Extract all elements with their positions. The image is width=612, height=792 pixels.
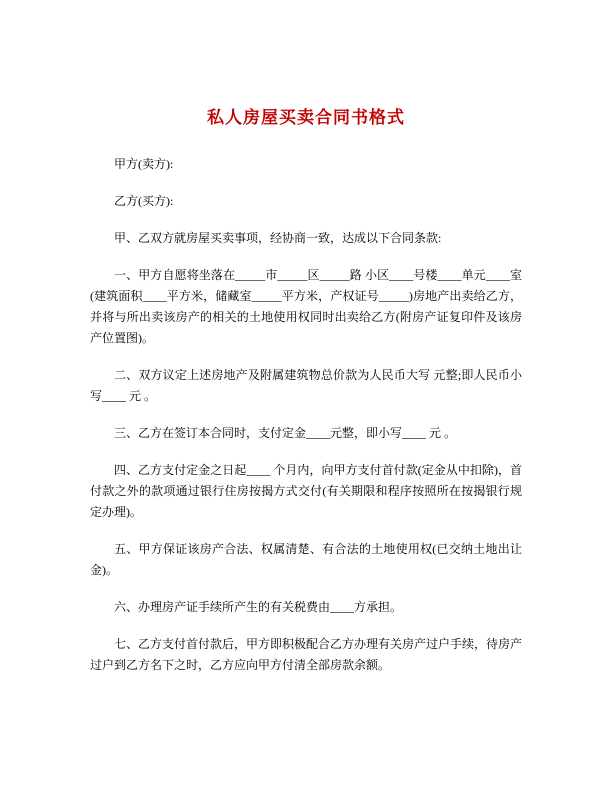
paragraph-clause-4: 四、乙方支付定金之日起____ 个月内，向甲方支付首付款(定金从中扣除)，首付款之外的款项通过银行住房按揭方式交付(有关期限和程序按照所在按揭银行规定办理)。 [90, 463, 522, 519]
paragraph-clause-5: 五、甲方保证该房产合法、权属清楚、有合法的土地使用权(已交纳土地出让金)。 [90, 542, 522, 577]
paragraph-clause-6: 六、办理房产证手续所产生的有关税费由____方承担。 [114, 600, 403, 614]
paragraph-party-b: 乙方(买方): [114, 194, 174, 208]
paragraph-clause-3: 三、乙方在签订本合同时，支付定金____元整，即小写____ 元 。 [114, 426, 457, 440]
paragraph-party-a: 甲方(卖方): [114, 157, 174, 171]
document-title: 私人房屋买卖合同书格式 [207, 108, 405, 127]
paragraph-clause-1: 一、甲方自愿将坐落在_____市_____区_____路 小区____号楼____单元____室(建筑面积____平方米，储藏室_____平方米，产权证号_____)房地产出卖给乙方，并将与所出卖该房产的相关的土地使用权同时出卖给乙方(附房产证复印件及该房产位置图)。 [90, 268, 522, 345]
paragraph-clause-7: 七、乙方支付首付款后，甲方即积极配合乙方办理有关房产过户手续，待房产过户到乙方名下之时，乙方应向甲方付清全部房款余额。 [90, 637, 523, 672]
paragraph-preamble: 甲、乙双方就房屋买卖事项，经协商一致，达成以下合同条款: [114, 231, 442, 245]
paragraph-clause-2: 二、双方议定上述房地产及附属建筑物总价款为人民币大写 元整;即人民币小写____ 元 。 [90, 368, 522, 403]
